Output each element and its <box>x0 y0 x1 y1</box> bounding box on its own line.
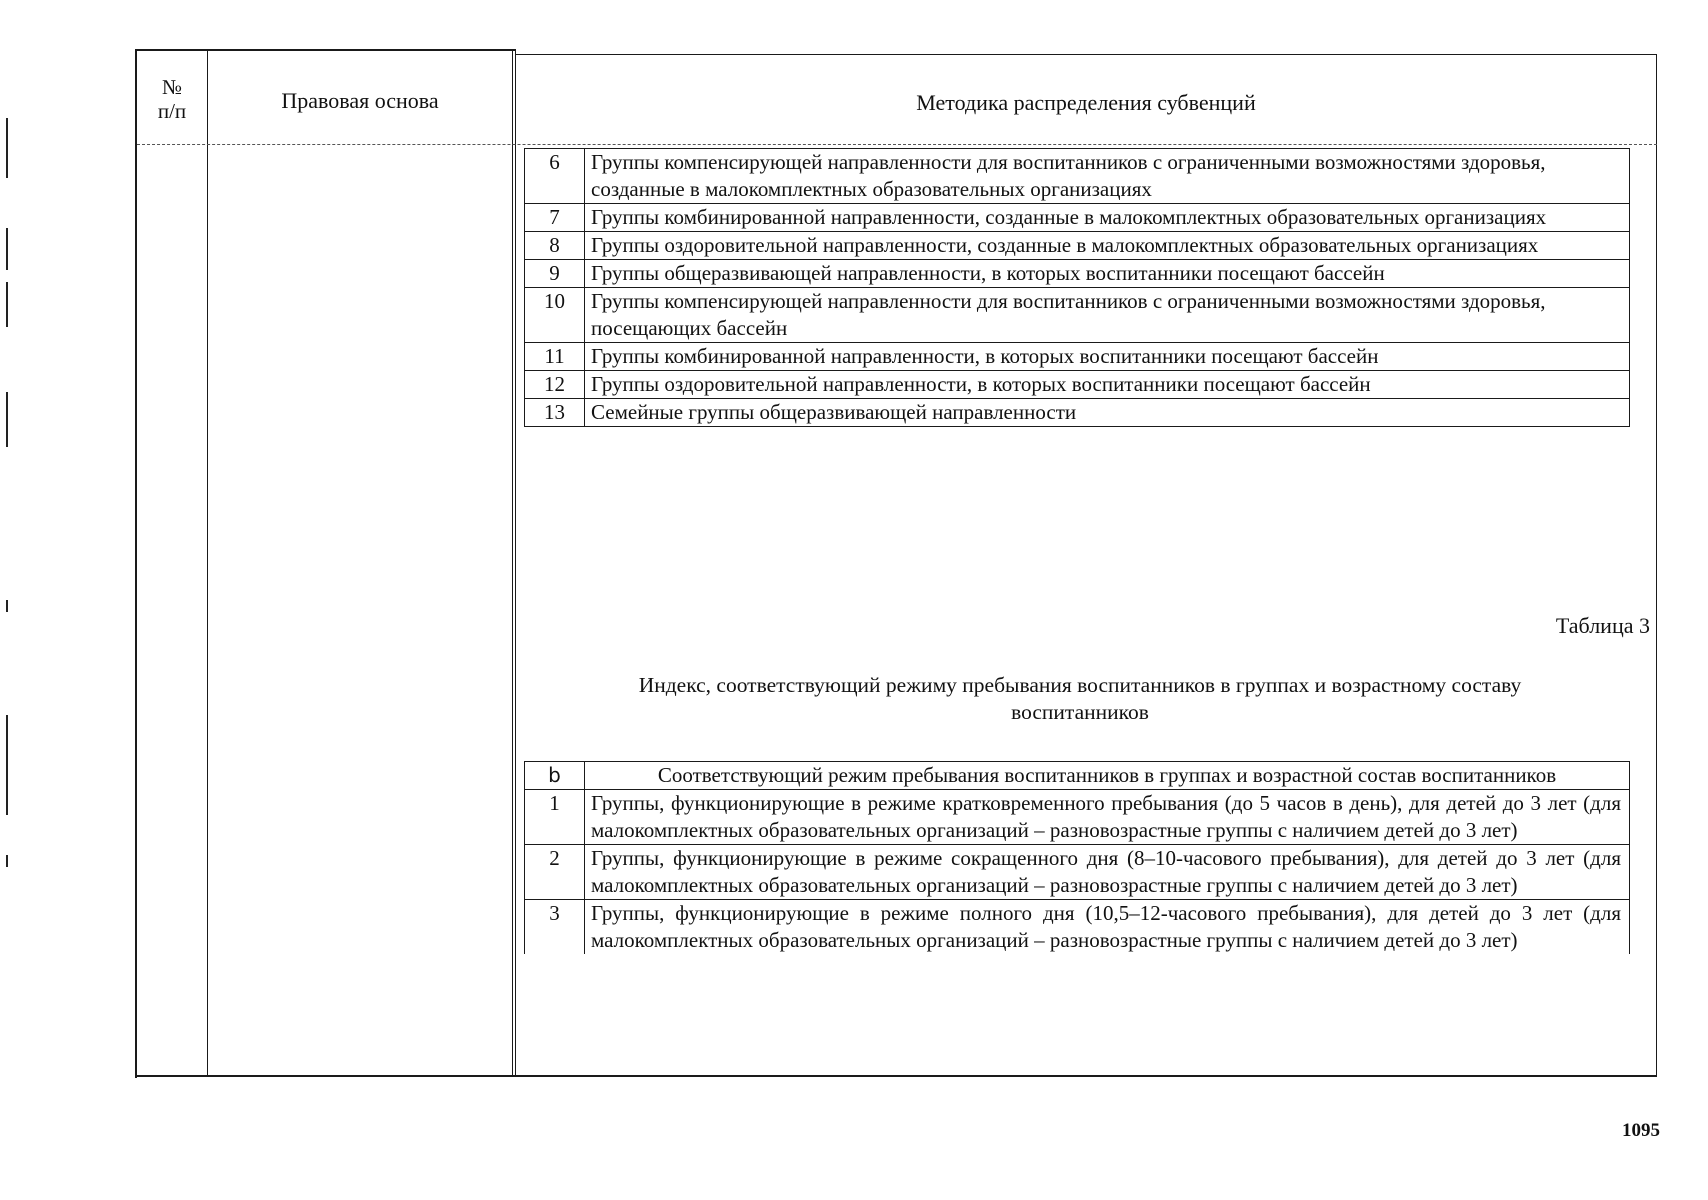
row-text: Группы общеразвивающей направленности, в которых воспитанники посещают бассейн <box>585 260 1630 288</box>
frame-top-right <box>515 54 1657 55</box>
table-row <box>525 232 1630 260</box>
row-number: 8 <box>525 232 585 260</box>
divider-col2 <box>512 49 513 1077</box>
frame-bottom <box>135 1075 1657 1077</box>
row-number: 6 <box>525 149 585 204</box>
header-methodology: Методика распределения субвенций <box>916 90 1256 116</box>
table3-title: Индекс, соответствующий режиму пребывания воспитанников в группах и возрастному составу воспитанников <box>638 673 1522 724</box>
row-number: 10 <box>525 288 585 343</box>
divider-col2b <box>515 49 516 1077</box>
scan-mark <box>6 600 8 612</box>
table-row <box>525 343 1630 371</box>
scan-mark <box>6 715 8 815</box>
divider-col1 <box>207 49 208 1077</box>
table-header-row <box>525 762 1630 790</box>
index-table <box>524 761 1630 954</box>
table-row <box>525 260 1630 288</box>
row-text: Группы, функционирующие в режиме полного дня (10,5–12-часового пребывания), для детей до 3 лет (для малокомплектных образовательных организаций – разновозрастные группы с наличием детей до 3 лет) <box>585 900 1630 955</box>
scan-mark <box>6 118 8 178</box>
row-text: Группы комбинированной направленности, созданные в малокомплектных образовательных организациях <box>585 204 1630 232</box>
table-row <box>525 790 1630 845</box>
frame-top-left <box>135 49 515 51</box>
table-row <box>525 149 1630 204</box>
table3-label: Таблица 3 <box>1555 613 1650 638</box>
row-number: 7 <box>525 204 585 232</box>
frame-left <box>135 49 137 1078</box>
scan-mark <box>6 282 8 327</box>
table-row <box>525 845 1630 900</box>
scan-mark <box>6 392 8 447</box>
table-row <box>525 288 1630 343</box>
scan-mark <box>6 855 8 867</box>
row-number: 3 <box>525 900 585 955</box>
groups-table <box>524 148 1630 427</box>
header-number: № п/п <box>157 74 187 123</box>
row-text: Группы оздоровительной направленности, в которых воспитанники посещают бассейн <box>585 371 1630 399</box>
row-number: 2 <box>525 845 585 900</box>
header-legal-basis: Правовая основа <box>281 88 439 114</box>
header-separator <box>137 144 1657 145</box>
index-column-header: b <box>525 762 585 790</box>
row-text: Группы комбинированной направленности, в которых воспитанники посещают бассейн <box>585 343 1630 371</box>
row-text: Группы компенсирующей направленности для воспитанников с ограниченными возможностями здоровья, посещающих бассейн <box>585 288 1630 343</box>
row-number: 1 <box>525 790 585 845</box>
row-number: 12 <box>525 371 585 399</box>
table-row <box>525 900 1630 955</box>
table-row <box>525 204 1630 232</box>
table-row <box>525 371 1630 399</box>
row-number: 13 <box>525 399 585 427</box>
table-row <box>525 399 1630 427</box>
row-text: Группы оздоровительной направленности, созданные в малокомплектных образовательных организациях <box>585 232 1630 260</box>
scan-mark <box>6 228 8 270</box>
row-text: Группы компенсирующей направленности для воспитанников с ограниченными возможностями здоровья, созданные в малокомплектных образовательных организациях <box>585 149 1630 204</box>
page-number: 1095 <box>1622 1120 1660 1141</box>
row-number: 9 <box>525 260 585 288</box>
mode-column-header: Соответствующий режим пребывания воспитанников в группах и возрастной состав воспитанников <box>585 762 1630 790</box>
row-text: Группы, функционирующие в режиме кратковременного пребывания (до 5 часов в день), для детей до 3 лет (для малокомплектных образовательных организаций – разновозрастные группы с наличием детей до 3 лет) <box>585 790 1630 845</box>
frame-right <box>1656 54 1657 1076</box>
row-text: Семейные группы общеразвивающей направленности <box>585 399 1630 427</box>
row-number: 11 <box>525 343 585 371</box>
row-text: Группы, функционирующие в режиме сокращенного дня (8–10-часового пребывания), для детей до 3 лет (для малокомплектных образовательных организаций – разновозрастные группы с наличием детей до 3 лет) <box>585 845 1630 900</box>
